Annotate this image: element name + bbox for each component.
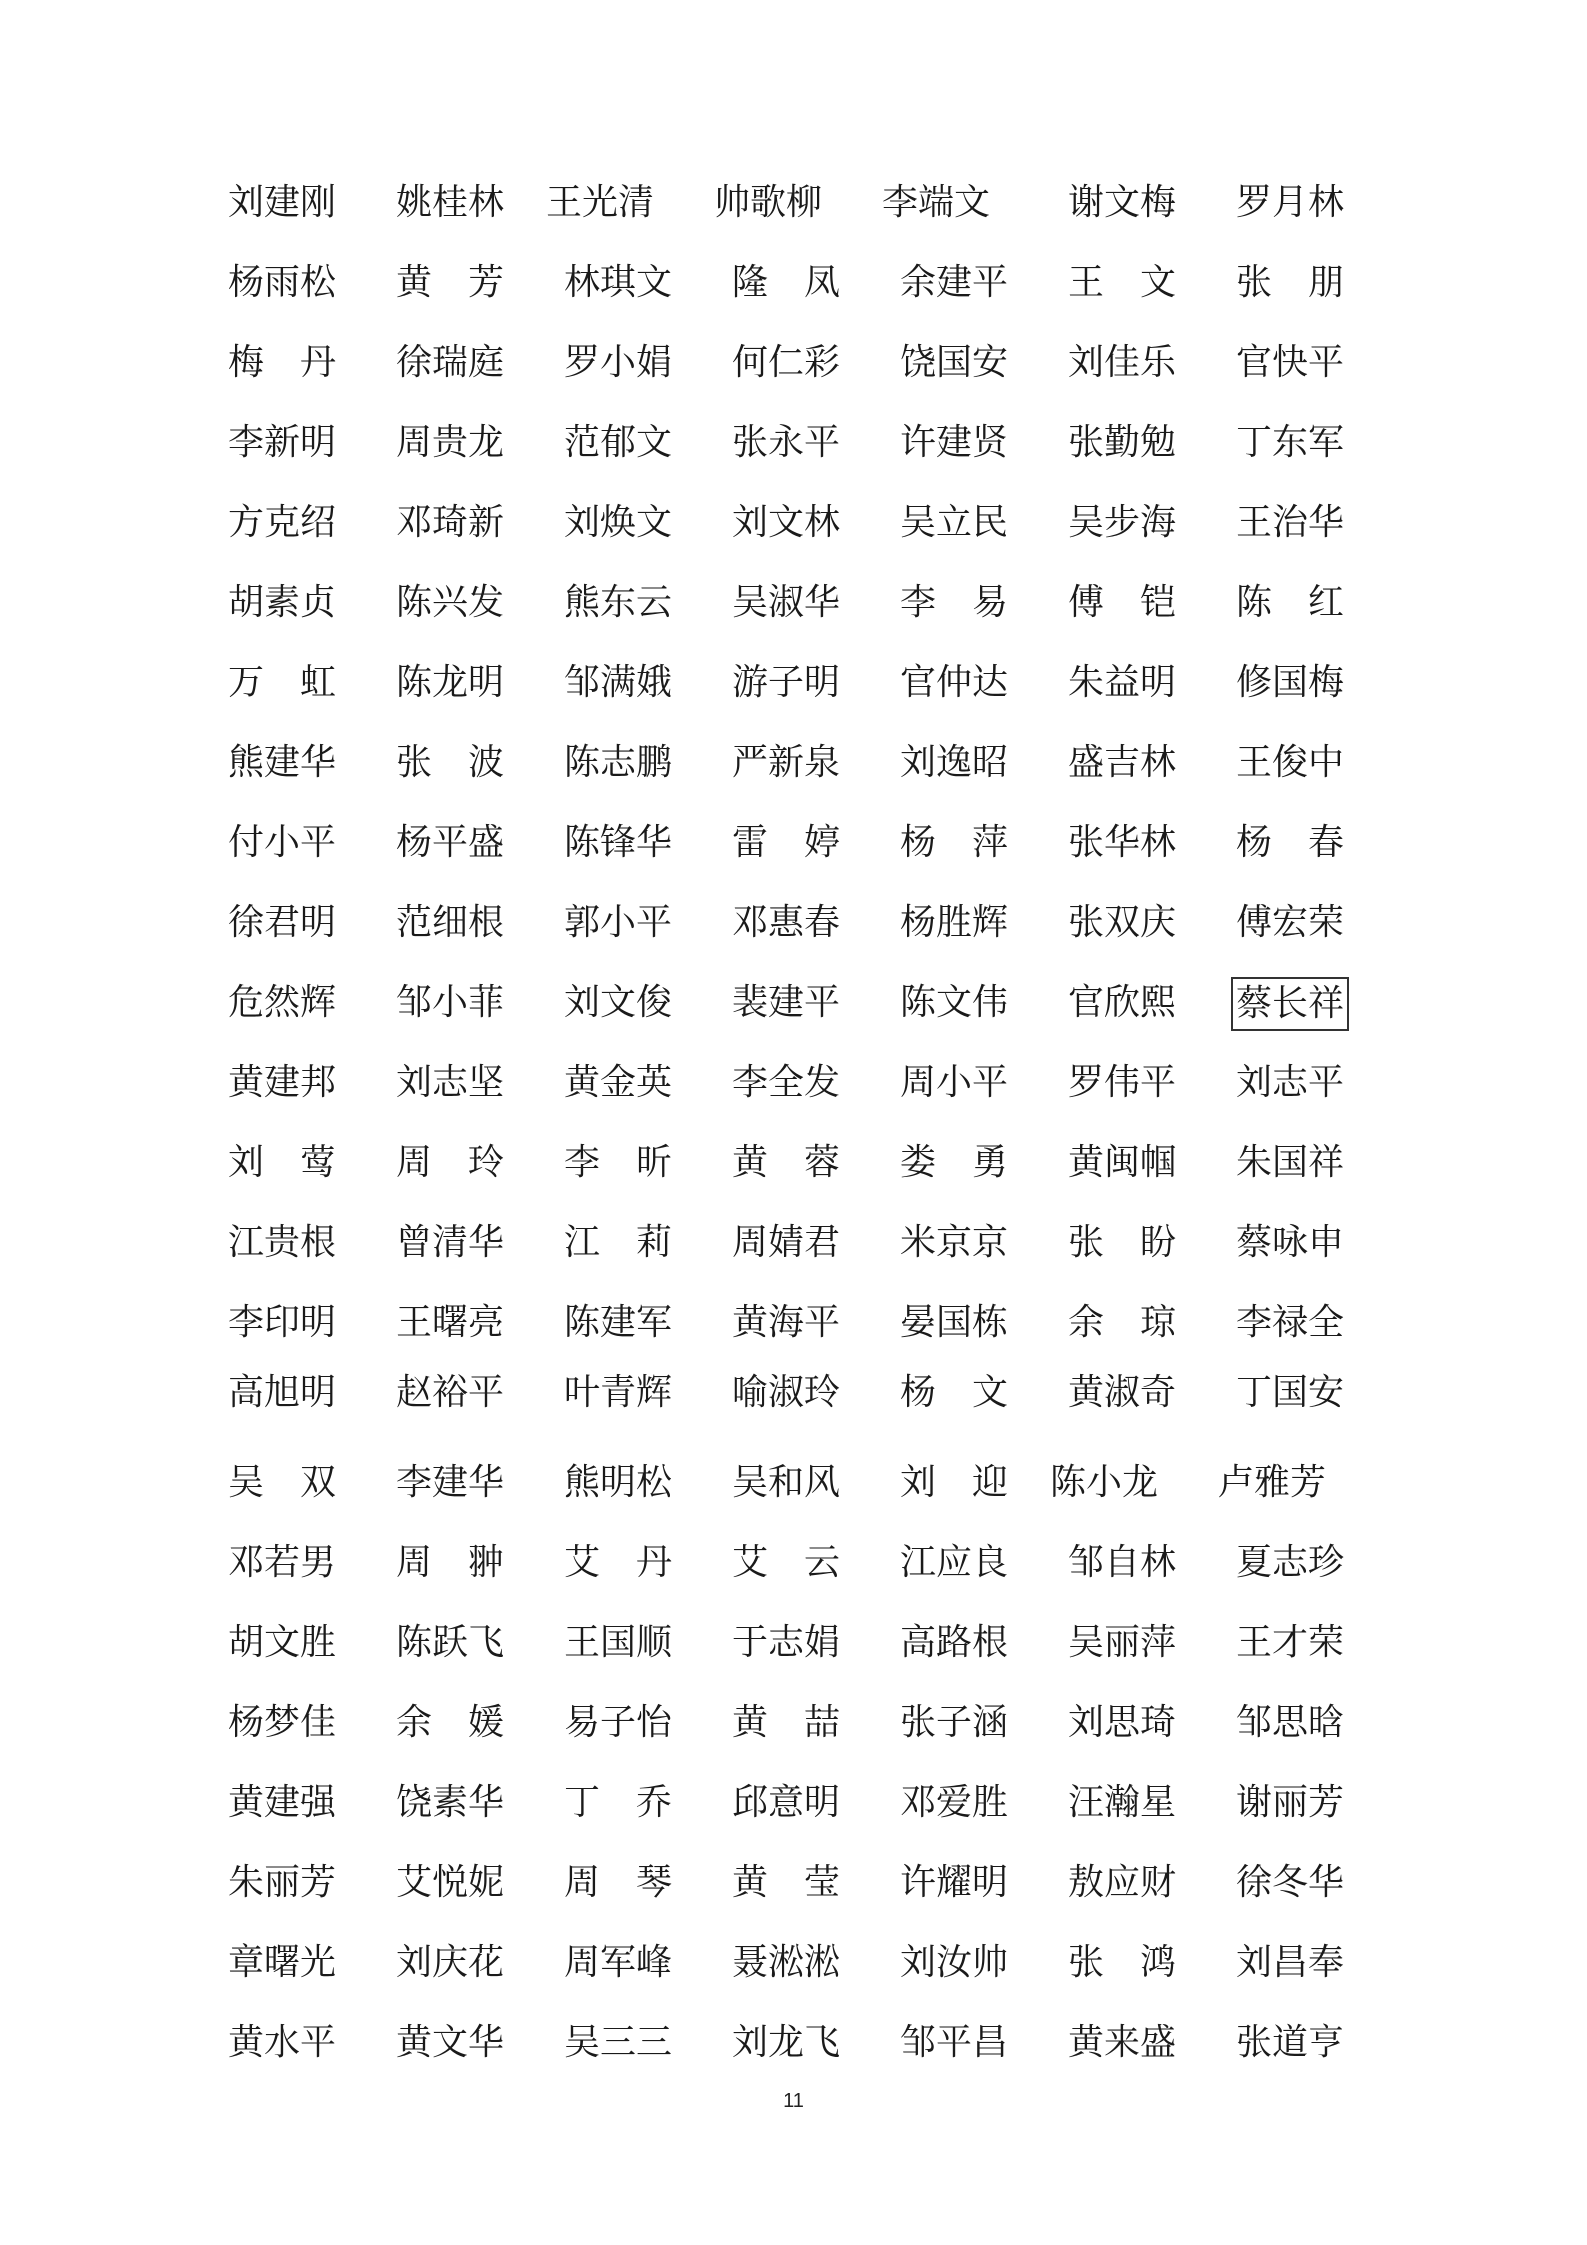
person-name: 杨梦佳 xyxy=(228,1702,337,1743)
person-name: 周 玲 xyxy=(396,1142,505,1183)
person-name: 艾悦妮 xyxy=(396,1862,505,1903)
person-name: 饶国安 xyxy=(900,342,1009,383)
person-name: 张华林 xyxy=(1068,822,1177,863)
name-row xyxy=(0,335,1587,395)
person-name: 张 盼 xyxy=(1068,1222,1177,1263)
person-name: 黄闽帼 xyxy=(1068,1142,1177,1183)
person-name: 王曙亮 xyxy=(396,1302,505,1343)
person-name: 丁东军 xyxy=(1236,422,1345,463)
person-name: 徐君明 xyxy=(228,902,337,943)
person-name: 周贵龙 xyxy=(396,422,505,463)
person-name: 张勤勉 xyxy=(1068,422,1177,463)
person-name: 刘昌奉 xyxy=(1236,1942,1345,1983)
person-name: 张 朋 xyxy=(1236,262,1345,303)
person-name: 官快平 xyxy=(1236,342,1345,383)
person-name: 黄 蓉 xyxy=(732,1142,841,1183)
person-name: 官仲达 xyxy=(900,662,1009,703)
name-row xyxy=(0,1535,1587,1595)
name-row xyxy=(0,975,1587,1035)
person-name: 吴和风 xyxy=(732,1462,841,1503)
person-name: 胡素贞 xyxy=(228,582,337,623)
person-name: 艾 云 xyxy=(732,1542,841,1583)
person-name: 熊建华 xyxy=(228,742,337,783)
person-name: 刘焕文 xyxy=(564,502,673,543)
person-name: 胡文胜 xyxy=(228,1622,337,1663)
person-name: 王才荣 xyxy=(1236,1622,1345,1663)
person-name: 李建华 xyxy=(396,1462,505,1503)
person-name: 修国梅 xyxy=(1236,662,1345,703)
person-name: 刘文俊 xyxy=(564,982,673,1023)
person-name: 刘龙飞 xyxy=(732,2022,841,2063)
person-name: 傅宏荣 xyxy=(1236,902,1345,943)
person-name: 周军峰 xyxy=(564,1942,673,1983)
person-name: 危然辉 xyxy=(228,982,337,1023)
person-name: 杨雨松 xyxy=(228,262,337,303)
page-number: 11 xyxy=(783,2090,804,2112)
person-name: 王治华 xyxy=(1236,502,1345,543)
person-name: 罗月林 xyxy=(1236,182,1345,223)
person-name: 刘 迎 xyxy=(900,1462,1009,1503)
person-name: 李新明 xyxy=(228,422,337,463)
person-name: 李端文 xyxy=(882,182,991,223)
name-row xyxy=(0,1695,1587,1755)
person-name: 杨 春 xyxy=(1236,822,1345,863)
person-name: 张永平 xyxy=(732,422,841,463)
person-name: 帅歌柳 xyxy=(714,182,823,223)
person-name: 杨 文 xyxy=(900,1372,1009,1413)
person-name: 周 翀 xyxy=(396,1542,505,1583)
person-name: 张道亨 xyxy=(1236,2022,1345,2063)
person-name: 蔡咏申 xyxy=(1236,1222,1345,1263)
person-name: 周 琴 xyxy=(564,1862,673,1903)
person-name: 陈跃飞 xyxy=(396,1622,505,1663)
person-name: 喻淑玲 xyxy=(732,1372,841,1413)
person-name: 黄文华 xyxy=(396,2022,505,2063)
person-name: 邹自林 xyxy=(1068,1542,1177,1583)
person-name: 黄水平 xyxy=(228,2022,337,2063)
person-name: 江 莉 xyxy=(564,1222,673,1263)
person-name: 王俊中 xyxy=(1236,742,1345,783)
person-name: 邹小菲 xyxy=(396,982,505,1023)
person-name: 许建贤 xyxy=(900,422,1009,463)
person-name: 方克绍 xyxy=(228,502,337,543)
person-name: 姚桂林 xyxy=(396,182,505,223)
person-name: 范郁文 xyxy=(564,422,673,463)
person-name: 江贵根 xyxy=(228,1222,337,1263)
person-name: 张子涵 xyxy=(900,1702,1009,1743)
person-name: 艾 丹 xyxy=(564,1542,673,1583)
name-row xyxy=(0,815,1587,875)
person-name: 娄 勇 xyxy=(900,1142,1009,1183)
person-name: 陈 红 xyxy=(1236,582,1345,623)
person-name: 高路根 xyxy=(900,1622,1009,1663)
person-name: 曾清华 xyxy=(396,1222,505,1263)
person-name: 吴三三 xyxy=(564,2022,673,2063)
person-name: 徐瑞庭 xyxy=(396,342,505,383)
person-name: 丁国安 xyxy=(1236,1372,1345,1413)
person-name: 刘佳乐 xyxy=(1068,342,1177,383)
person-name: 于志娟 xyxy=(732,1622,841,1663)
name-row xyxy=(0,1855,1587,1915)
person-name: 李 昕 xyxy=(564,1142,673,1183)
person-name: 邹思晗 xyxy=(1236,1702,1345,1743)
person-name: 何仁彩 xyxy=(732,342,841,383)
person-name-boxed: 蔡长祥 xyxy=(1231,977,1349,1031)
person-name: 徐冬华 xyxy=(1236,1862,1345,1903)
person-name: 邓惠春 xyxy=(732,902,841,943)
person-name: 刘汝帅 xyxy=(900,1942,1009,1983)
person-name: 晏国栋 xyxy=(900,1302,1009,1343)
person-name: 高旭明 xyxy=(228,1372,337,1413)
person-name: 熊明松 xyxy=(564,1462,673,1503)
person-name: 汪瀚星 xyxy=(1068,1782,1177,1823)
person-name: 江应良 xyxy=(900,1542,1009,1583)
person-name: 朱益明 xyxy=(1068,662,1177,703)
person-name: 陈锋华 xyxy=(564,822,673,863)
person-name: 谢丽芳 xyxy=(1236,1782,1345,1823)
person-name: 付小平 xyxy=(228,822,337,863)
person-name: 饶素华 xyxy=(396,1782,505,1823)
person-name: 隆 凤 xyxy=(732,262,841,303)
person-name: 陈志鹏 xyxy=(564,742,673,783)
person-name: 裴建平 xyxy=(732,982,841,1023)
person-name: 吴 双 xyxy=(228,1462,337,1503)
person-name: 李印明 xyxy=(228,1302,337,1343)
person-name: 王光清 xyxy=(546,182,655,223)
person-name: 吴步海 xyxy=(1068,502,1177,543)
name-row xyxy=(0,1215,1587,1275)
name-row xyxy=(0,1135,1587,1195)
person-name: 王 文 xyxy=(1068,262,1177,303)
person-name: 张双庆 xyxy=(1068,902,1177,943)
person-name: 邹满娥 xyxy=(564,662,673,703)
person-name: 吴丽萍 xyxy=(1068,1622,1177,1663)
person-name: 刘思琦 xyxy=(1068,1702,1177,1743)
person-name: 雷 婷 xyxy=(732,822,841,863)
person-name: 夏志珍 xyxy=(1236,1542,1345,1583)
person-name: 赵裕平 xyxy=(396,1372,505,1413)
person-name: 余 媛 xyxy=(396,1702,505,1743)
name-row xyxy=(0,415,1587,475)
person-name: 吴立民 xyxy=(900,502,1009,543)
person-name: 黄建邦 xyxy=(228,1062,337,1103)
person-name: 许耀明 xyxy=(900,1862,1009,1903)
person-name: 朱丽芳 xyxy=(228,1862,337,1903)
person-name: 杨胜辉 xyxy=(900,902,1009,943)
person-name: 罗伟平 xyxy=(1068,1062,1177,1103)
person-name: 官欣熙 xyxy=(1068,982,1177,1023)
person-name: 邹平昌 xyxy=(900,2022,1009,2063)
person-name: 邓爱胜 xyxy=(900,1782,1009,1823)
person-name: 陈兴发 xyxy=(396,582,505,623)
person-name: 陈建军 xyxy=(564,1302,673,1343)
person-name: 陈小龙 xyxy=(1050,1462,1159,1503)
person-name: 章曙光 xyxy=(228,1942,337,1983)
person-name: 刘志坚 xyxy=(396,1062,505,1103)
person-name: 余建平 xyxy=(900,262,1009,303)
person-name: 梅 丹 xyxy=(228,342,337,383)
person-name: 余 琼 xyxy=(1068,1302,1177,1343)
person-name: 陈龙明 xyxy=(396,662,505,703)
person-name: 黄来盛 xyxy=(1068,2022,1177,2063)
name-row xyxy=(0,895,1587,955)
person-name: 罗小娟 xyxy=(564,342,673,383)
name-row xyxy=(0,1775,1587,1835)
person-name: 黄 喆 xyxy=(732,1702,841,1743)
person-name: 盛吉林 xyxy=(1068,742,1177,783)
person-name: 郭小平 xyxy=(564,902,673,943)
person-name: 刘逸昭 xyxy=(900,742,1009,783)
name-row xyxy=(0,655,1587,715)
person-name: 范细根 xyxy=(396,902,505,943)
name-row xyxy=(0,255,1587,315)
person-name: 敖应财 xyxy=(1068,1862,1177,1903)
name-row xyxy=(0,1615,1587,1675)
person-name: 卢雅芳 xyxy=(1218,1462,1327,1503)
person-name: 刘文林 xyxy=(732,502,841,543)
name-row xyxy=(0,1055,1587,1115)
person-name: 周婧君 xyxy=(732,1222,841,1263)
person-name: 黄海平 xyxy=(732,1302,841,1343)
person-name: 陈文伟 xyxy=(900,982,1009,1023)
person-name: 丁 乔 xyxy=(564,1782,673,1823)
person-name: 杨平盛 xyxy=(396,822,505,863)
person-name: 黄 莹 xyxy=(732,1862,841,1903)
person-name: 李禄全 xyxy=(1236,1302,1345,1343)
person-name: 李全发 xyxy=(732,1062,841,1103)
person-name: 游子明 xyxy=(732,662,841,703)
person-name: 米京京 xyxy=(900,1222,1009,1263)
person-name: 张 波 xyxy=(396,742,505,783)
person-name: 刘建刚 xyxy=(228,182,337,223)
person-name: 张 鸿 xyxy=(1068,1942,1177,1983)
person-name: 黄淑奇 xyxy=(1068,1372,1177,1413)
person-name: 刘志平 xyxy=(1236,1062,1345,1103)
name-row xyxy=(0,495,1587,555)
person-name: 叶青辉 xyxy=(564,1372,673,1413)
name-row xyxy=(0,1365,1587,1425)
person-name: 杨 萍 xyxy=(900,822,1009,863)
name-row xyxy=(0,735,1587,795)
person-name: 聂淞淞 xyxy=(732,1942,841,1983)
person-name: 黄 芳 xyxy=(396,262,505,303)
person-name: 李 易 xyxy=(900,582,1009,623)
person-name: 易子怡 xyxy=(564,1702,673,1743)
person-name: 吴淑华 xyxy=(732,582,841,623)
person-name: 熊东云 xyxy=(564,582,673,623)
person-name: 邓琦新 xyxy=(396,502,505,543)
person-name: 黄金英 xyxy=(564,1062,673,1103)
person-name: 林琪文 xyxy=(564,262,673,303)
name-row xyxy=(0,2015,1587,2075)
name-row xyxy=(0,1935,1587,1995)
person-name: 朱国祥 xyxy=(1236,1142,1345,1183)
name-row xyxy=(0,575,1587,635)
person-name: 万 虹 xyxy=(228,662,337,703)
person-name: 王国顺 xyxy=(564,1622,673,1663)
person-name: 黄建强 xyxy=(228,1782,337,1823)
person-name: 邱意明 xyxy=(732,1782,841,1823)
person-name: 傅 铠 xyxy=(1068,582,1177,623)
name-row xyxy=(0,1295,1587,1355)
person-name: 严新泉 xyxy=(732,742,841,783)
person-name: 邓若男 xyxy=(228,1542,337,1583)
person-name: 谢文梅 xyxy=(1068,182,1177,223)
person-name: 刘庆花 xyxy=(396,1942,505,1983)
name-row xyxy=(0,1455,1587,1515)
person-name: 周小平 xyxy=(900,1062,1009,1103)
person-name: 刘 莺 xyxy=(228,1142,337,1183)
name-row xyxy=(0,175,1587,235)
